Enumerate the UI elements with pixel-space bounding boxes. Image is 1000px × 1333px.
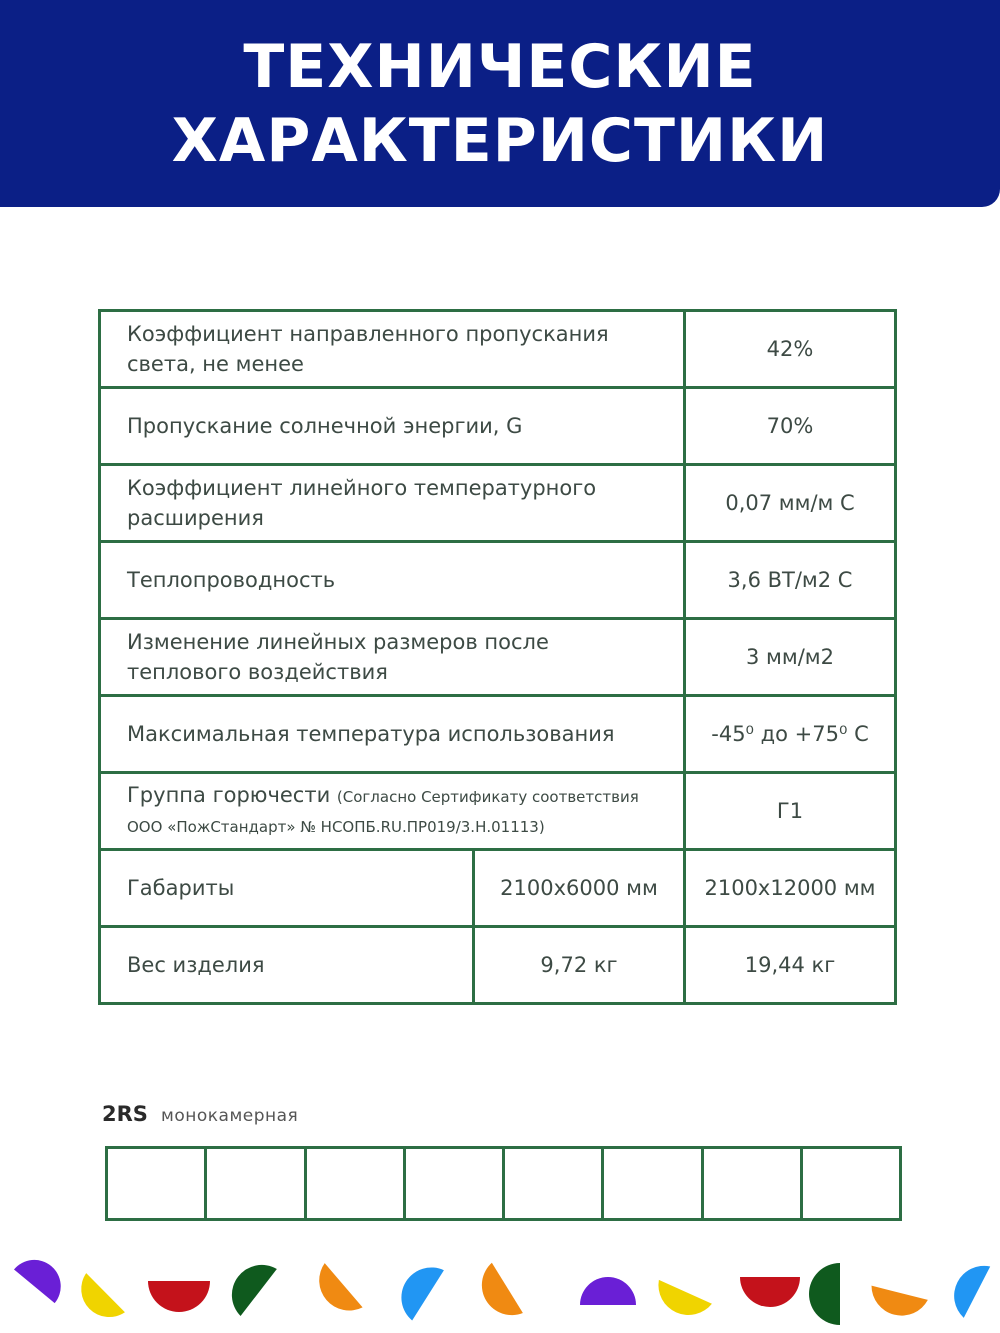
semicircle-shape bbox=[740, 1277, 800, 1307]
spec-label: Коэффициент линейного температурного расширения bbox=[100, 465, 685, 542]
page-title-line-1: ТЕХНИЧЕСКИЕ bbox=[243, 31, 757, 102]
dimensions-label: Габариты bbox=[100, 850, 474, 927]
semicircle-shape bbox=[8, 1255, 66, 1304]
profile-code: 2RS bbox=[102, 1102, 148, 1126]
table-row bbox=[100, 465, 896, 542]
spec-label: Максимальная температура использования bbox=[100, 696, 685, 773]
semicircle-shape bbox=[867, 1264, 930, 1328]
spec-label: Пропускание солнечной энергии, G bbox=[100, 388, 685, 465]
dimensions-value-a: 2100х6000 мм bbox=[474, 850, 685, 927]
table-row bbox=[100, 773, 896, 850]
weight-value-b: 19,44 кг bbox=[685, 927, 896, 1004]
dimensions-value-b: 2100х12000 мм bbox=[685, 850, 896, 927]
profile-cell bbox=[207, 1149, 306, 1218]
spec-label-with-note bbox=[100, 773, 685, 850]
spec-note: (Согласно Сертификату соответствия ООО «ПожСтандарт» № НСОПБ.RU.ПР019/3.Н.01113) bbox=[127, 788, 639, 836]
spec-label: Коэффициент направленного пропускания света, не менее bbox=[100, 311, 685, 388]
profile-caption bbox=[102, 1102, 298, 1126]
spec-value: 3 мм/м2 bbox=[685, 619, 896, 696]
spec-label: Теплопроводность bbox=[100, 542, 685, 619]
spec-value: 70% bbox=[685, 388, 896, 465]
table-row bbox=[100, 388, 896, 465]
table-row bbox=[100, 311, 896, 388]
profile-cross-section bbox=[105, 1146, 902, 1221]
spec-table bbox=[98, 309, 897, 1005]
spec-value: 3,6 ВТ/м2 С bbox=[685, 542, 896, 619]
weight-label: Вес изделия bbox=[100, 927, 474, 1004]
semicircle-shape bbox=[148, 1281, 210, 1312]
profile-cell bbox=[505, 1149, 604, 1218]
weight-value-a: 9,72 кг bbox=[474, 927, 685, 1004]
semicircle-shape bbox=[949, 1264, 998, 1319]
spec-label: Группа горючести bbox=[127, 783, 331, 807]
table-row bbox=[100, 696, 896, 773]
table-row bbox=[100, 542, 896, 619]
profile-type: монокамерная bbox=[161, 1106, 299, 1126]
page-title-line-2: ХАРАКТЕРИСТИКИ bbox=[171, 105, 829, 176]
spec-label: Изменение линейных размеров после теплового воздействия bbox=[100, 619, 685, 696]
spec-value: -45⁰ до +75⁰ С bbox=[685, 696, 896, 773]
semicircle-shape bbox=[309, 1263, 372, 1318]
semicircle-shape bbox=[580, 1277, 636, 1305]
profile-cell bbox=[704, 1149, 803, 1218]
profile-cell bbox=[108, 1149, 207, 1218]
semicircle-shape bbox=[654, 1264, 713, 1325]
semicircle-shape bbox=[471, 1262, 537, 1323]
profile-cell bbox=[604, 1149, 703, 1218]
semicircle-shape bbox=[809, 1263, 840, 1325]
spec-value: 42% bbox=[685, 311, 896, 388]
semicircle-shape bbox=[225, 1257, 277, 1322]
spec-value: Г1 bbox=[685, 773, 896, 850]
decorative-shapes bbox=[0, 1255, 1000, 1333]
table-row bbox=[100, 850, 896, 927]
spec-value: 0,07 мм/м С bbox=[685, 465, 896, 542]
profile-cell bbox=[406, 1149, 505, 1218]
profile-cell bbox=[803, 1149, 899, 1218]
profile-cell bbox=[307, 1149, 406, 1218]
table-row bbox=[100, 619, 896, 696]
semicircle-shape bbox=[75, 1265, 125, 1325]
table-row bbox=[100, 927, 896, 1004]
semicircle-shape bbox=[397, 1265, 452, 1322]
header-banner bbox=[0, 0, 1000, 207]
